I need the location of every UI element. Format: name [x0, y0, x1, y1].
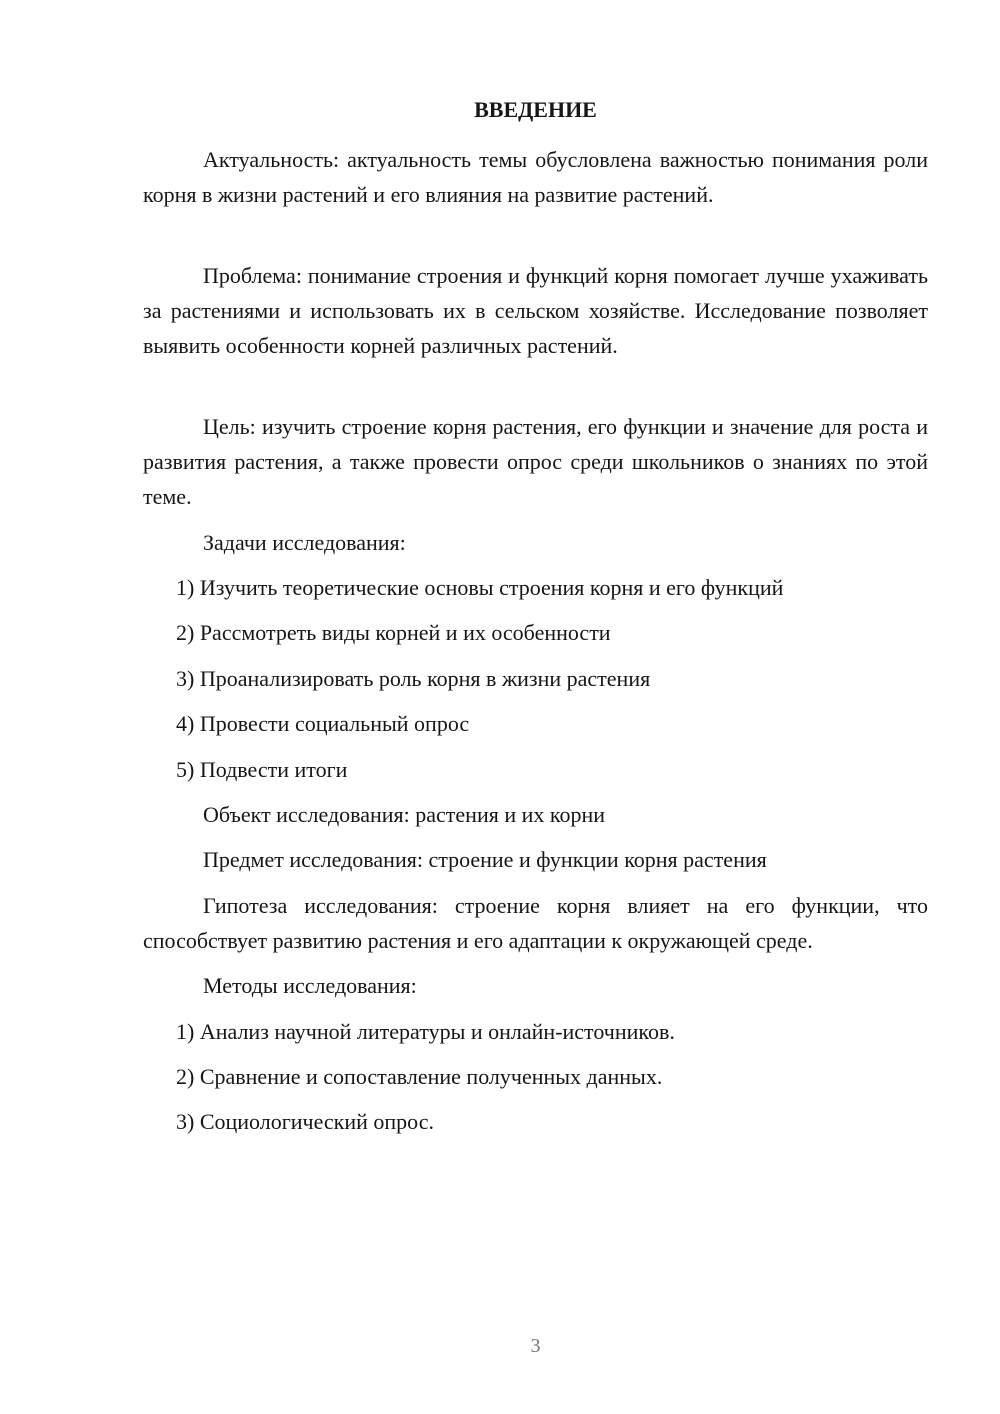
- list-item: 2) Сравнение и сопоставление полученных данных.: [176, 1064, 663, 1089]
- list-item: 1) Анализ научной литературы и онлайн-источников.: [176, 1019, 675, 1044]
- subject-paragraph: Предмет исследования: строение и функции корня растения: [203, 847, 767, 872]
- list-item: 1) Изучить теоретические основы строения корня и его функций: [176, 575, 784, 600]
- relevance-paragraph: Актуальность: актуальность темы обусловлена важностью понимания роли корня в жизни растений и его влияния на развитие растений.: [143, 147, 928, 207]
- methods-heading: Методы исследования:: [203, 973, 417, 998]
- list-item: 2) Рассмотреть виды корней и их особенности: [176, 620, 611, 645]
- list-item: 3) Проанализировать роль корня в жизни растения: [176, 666, 651, 691]
- problem-paragraph: Проблема: понимание строения и функций корня помогает лучше ухаживать за растениями и использовать их в сельском хозяйстве. Исследование позволяет выявить особенности корней различных растений.: [143, 263, 928, 358]
- list-item: 5) Подвести итоги: [176, 757, 348, 782]
- document-page: [143, 0, 928, 1414]
- page-number: 3: [530, 1335, 541, 1357]
- list-item: 4) Провести социальный опрос: [176, 711, 470, 736]
- page-title: ВВЕДЕНИЕ: [474, 97, 597, 122]
- tasks-heading: Задачи исследования:: [203, 530, 406, 555]
- object-paragraph: Объект исследования: растения и их корни: [203, 802, 606, 827]
- goal-paragraph: Цель: изучить строение корня растения, его функции и значение для роста и развития растения, а также провести опрос среди школьников о знаниях по этой теме.: [143, 414, 928, 509]
- hypothesis-paragraph: Гипотеза исследования: строение корня влияет на его функции, что способствует развитию растения и его адаптации к окружающей среде.: [143, 893, 928, 953]
- list-item: 3) Социологический опрос.: [176, 1109, 434, 1134]
